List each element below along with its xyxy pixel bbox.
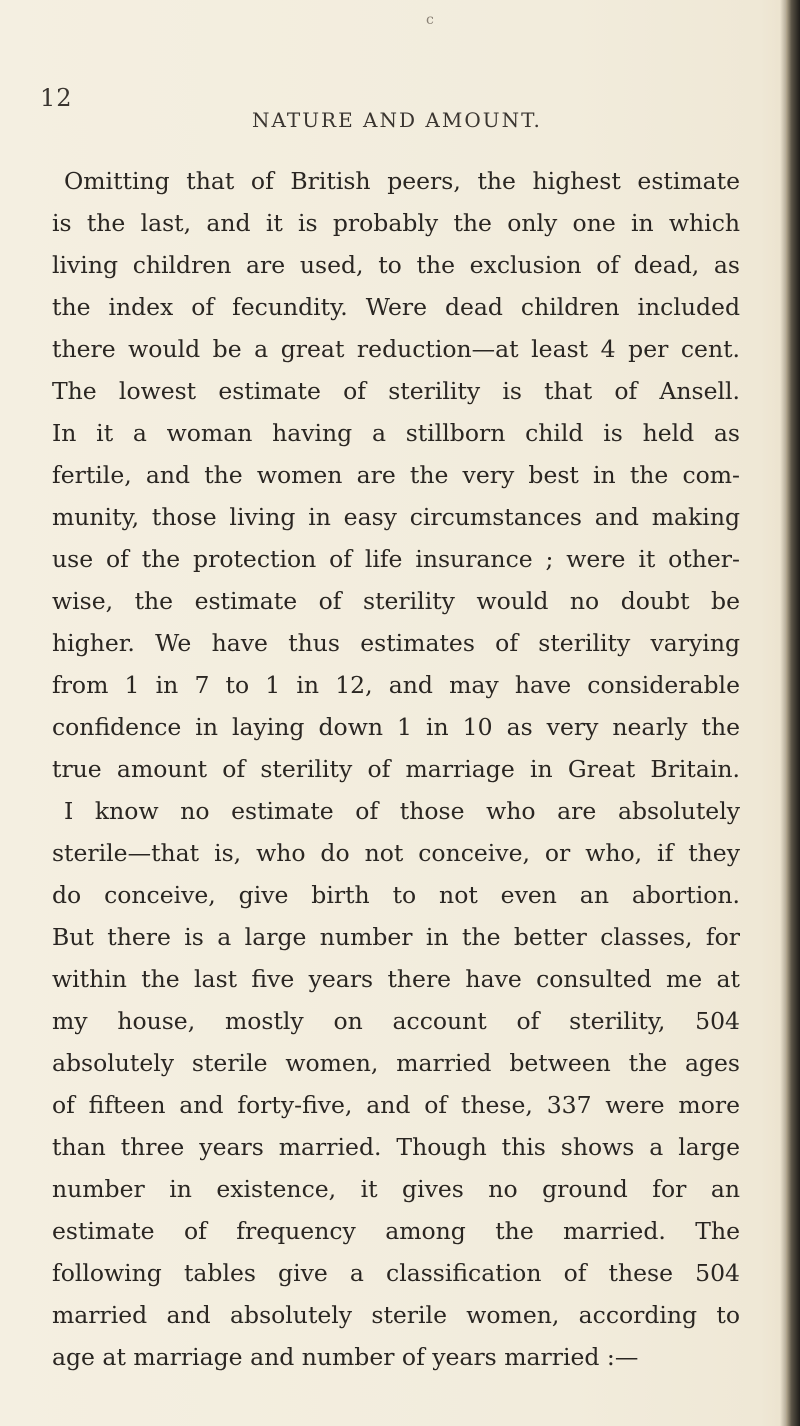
text-line: living children are used, to the exclusion of dead, as (52, 251, 740, 279)
text-line: absolutely sterile women, married between the ages (52, 1049, 740, 1077)
text-line: do conceive, give birth to not even an abortion. (52, 881, 740, 909)
text-line: than three years married. Though this shows a large (52, 1133, 740, 1161)
book-binding-edge (786, 0, 800, 1426)
text-line: following tables give a classification of these 504 (52, 1259, 740, 1287)
text-line: wise, the estimate of sterility would no doubt be (52, 587, 740, 615)
page-number: 12 (40, 84, 73, 112)
text-line: munity, those living in easy circumstances and making (52, 503, 740, 531)
text-line: Omitting that of British peers, the highest estimate (64, 167, 740, 195)
text-line: from 1 in 7 to 1 in 12, and may have considerable (52, 671, 740, 699)
text-line: higher. We have thus estimates of sterility varying (52, 629, 740, 657)
body-text (52, 160, 740, 1378)
text-line: use of the protection of life insurance ; were it other- (52, 545, 740, 573)
text-line: estimate of frequency among the married. The (52, 1217, 740, 1245)
text-line: of fifteen and forty-five, and of these, 337 were more (52, 1091, 740, 1119)
text-line: But there is a large number in the better classes, for (52, 923, 740, 951)
text-line: confidence in laying down 1 in 10 as very nearly the (52, 713, 740, 741)
page-header (40, 84, 740, 138)
text-line: is the last, and it is probably the only one in which (52, 209, 740, 237)
text-line: In it a woman having a stillborn child is held as (52, 419, 740, 447)
text-line: there would be a great reduction—at least 4 per cent. (52, 335, 740, 363)
text-line: my house, mostly on account of sterility, 504 (52, 1007, 740, 1035)
text-line: sterile—that is, who do not conceive, or who, if they (52, 839, 740, 867)
text-line: married and absolutely sterile women, according to (52, 1301, 740, 1329)
top-mark: c (426, 12, 434, 28)
text-line: age at marriage and number of years married :— (52, 1343, 639, 1371)
running-head: NATURE AND AMOUNT. (252, 108, 542, 132)
text-line: the index of fecundity. Were dead children included (52, 293, 740, 321)
text-line: within the last five years there have consulted me at (52, 965, 740, 993)
text-line: The lowest estimate of sterility is that of Ansell. (52, 377, 740, 405)
text-line: fertile, and the women are the very best in the com- (52, 461, 740, 489)
text-line: true amount of sterility of marriage in Great Britain. (52, 755, 740, 783)
text-line: number in existence, it gives no ground for an (52, 1175, 740, 1203)
text-line: I know no estimate of those who are absolutely (64, 797, 740, 825)
